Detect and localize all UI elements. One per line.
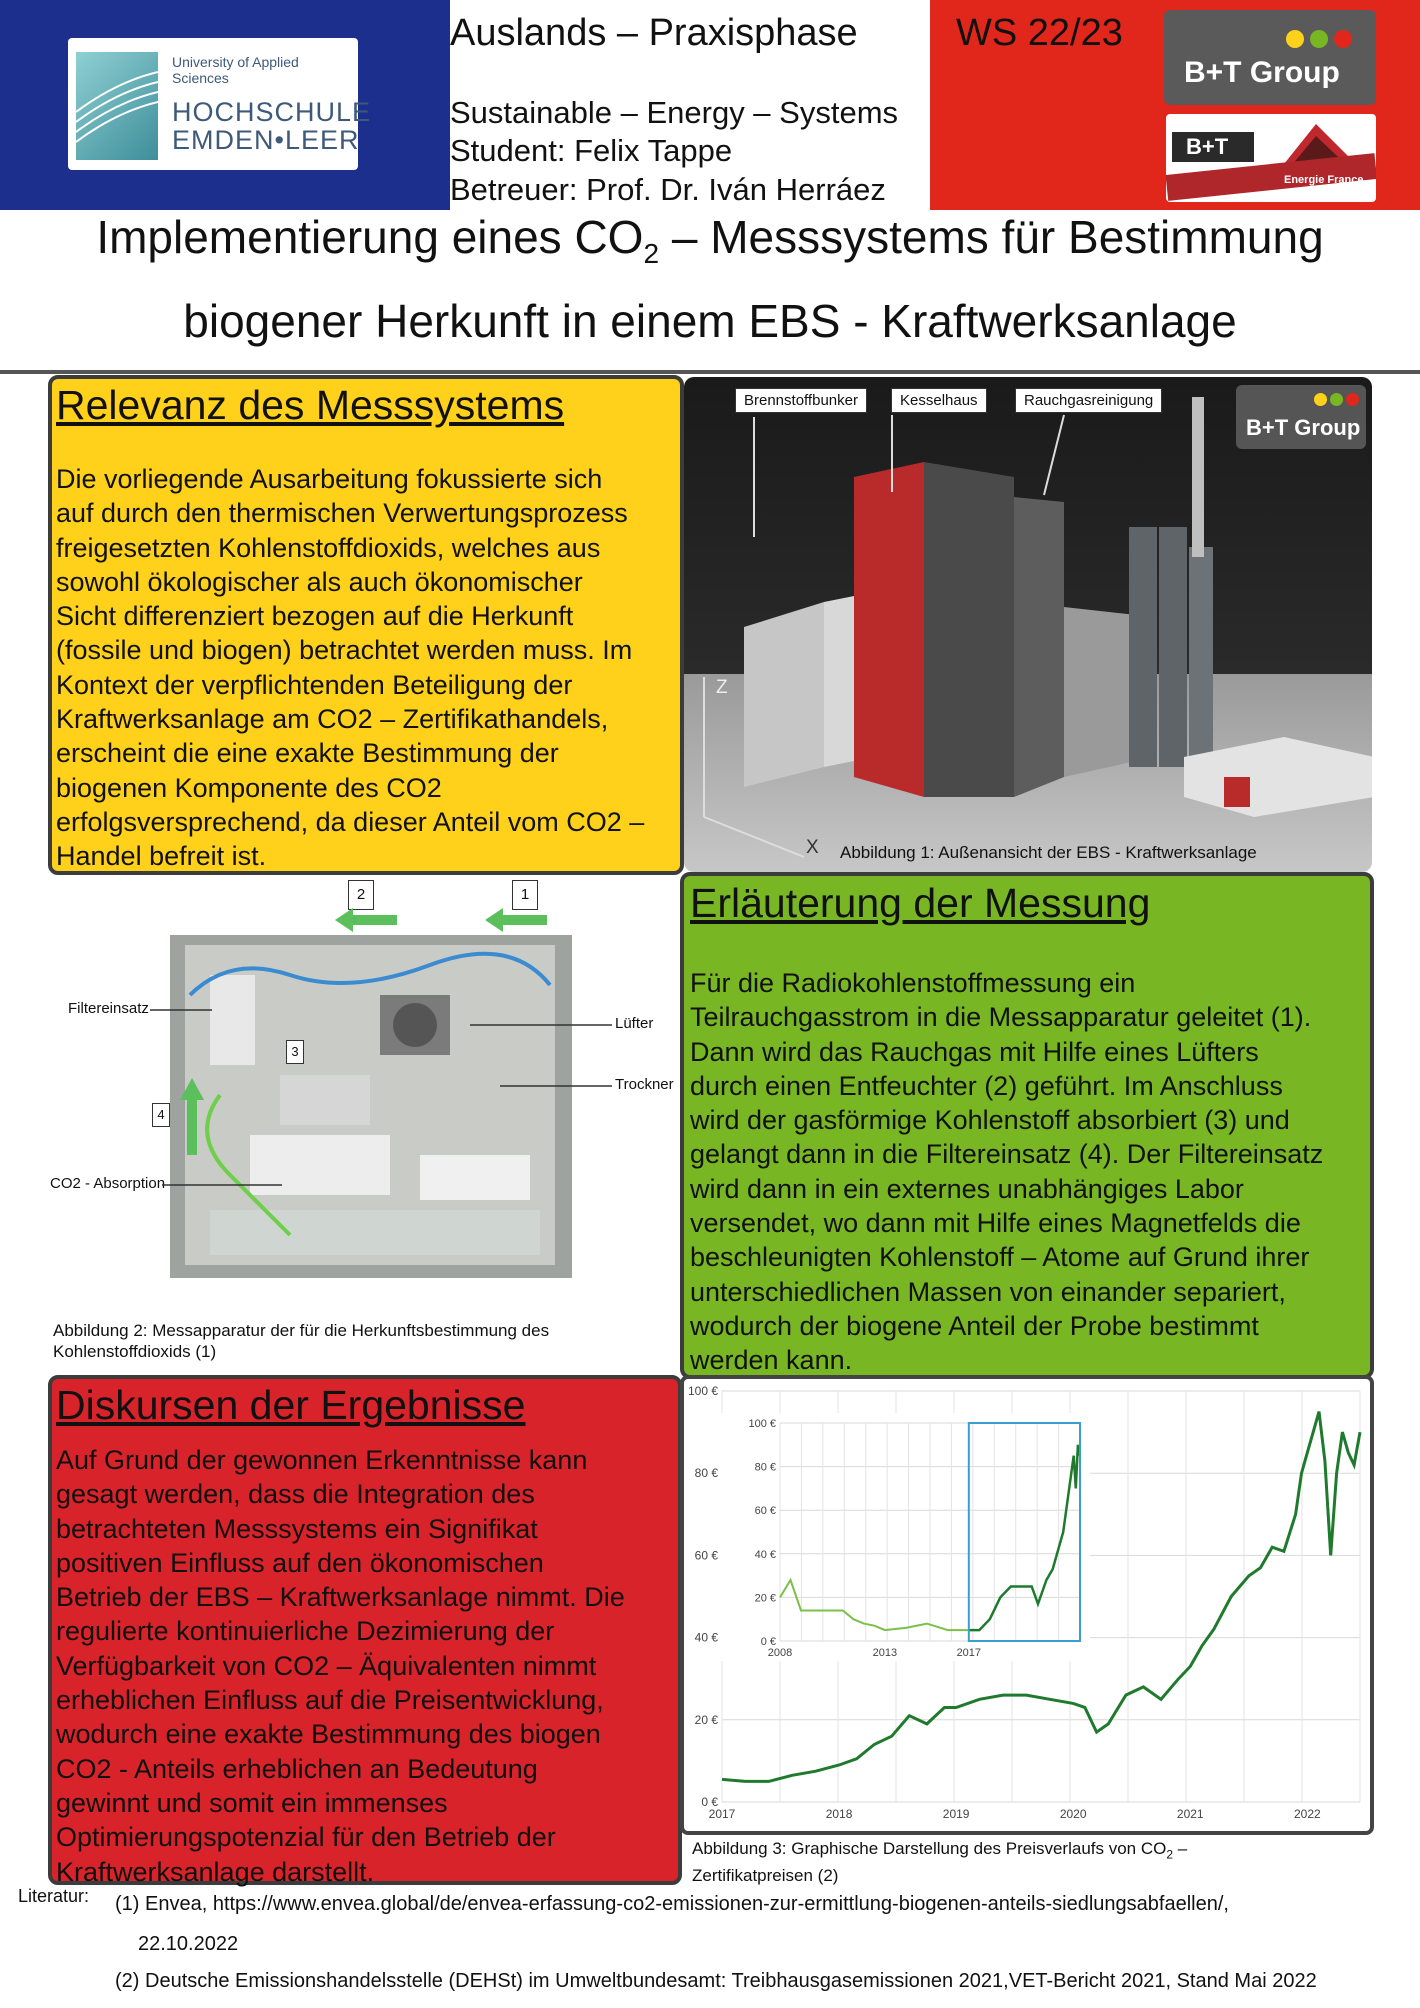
main-title-line1: Implementierung eines $CO_2$ – Messsystems für Bestimmung [96, 211, 1324, 270]
text-line: Kontext der verpflichtenden Beteiligung der [56, 669, 573, 700]
section-relevanz-title: Relevanz des Messsystems [56, 382, 565, 428]
figure1-power-plant-image [684, 377, 1372, 872]
text-line: wodurch eine exakte Bestimmung des biogen [56, 1719, 601, 1750]
main-chart-x-tick-label: 2021 [1176, 1807, 1204, 1821]
figure2-caption [53, 1320, 549, 1362]
literature-ref1-line2: 22.10.2022 [138, 1933, 239, 1955]
text-line: Dann wird das Rauchgas mit Hilfe eines Lüfters [690, 1036, 1259, 1067]
text-line: Die vorliegende Ausarbeitung fokussierte sich [56, 464, 603, 494]
university-subtitle: University of Applied Sciences [172, 54, 299, 86]
axis-arrows-icon [684, 377, 1372, 872]
header-supervisor: Betreuer: Prof. Dr. Iván Herráez [450, 172, 886, 207]
inset-chart-y-tick-label: 100 € [748, 1418, 776, 1430]
literature-ref2: (2) Deutsche Emissionshandelsstelle (DEHSt) im Umweltbundesamt: Treibhausgasemissionen 2021,VET-Bericht 2021, Stand Mai 2022 [115, 1970, 1317, 1992]
main-chart-y-tick-label: 20 € [694, 1712, 718, 1727]
text-line: gelangt dann in die Filtereinsatz (4). Der Filtereinsatz [690, 1139, 1324, 1170]
inset-chart-y-tick-label: 40 € [754, 1548, 776, 1561]
label-kesselhaus: Kesselhaus [891, 388, 987, 413]
section-erlaeuterung-title: Erläuterung der Messung [690, 880, 1151, 926]
label-leader-lines [0, 0, 700, 1300]
text-line: regulierte kontinuierliche Dezimierung der [56, 1616, 555, 1647]
literature-ref1-line1: (1) Envea, https://www.envea.global/de/envea-erfassung-co2-emissionen-zur-ermittlung-biogenen-anteils-siedlungsabfaellen/, [115, 1893, 1229, 1915]
label-luefter: Lüfter [615, 1015, 654, 1032]
text-line: Teilrauchgasstrom in die Messapparatur geleitet (1). [690, 1002, 1312, 1033]
figure3-caption-line2: Zertifikatpreisen (2) [692, 1866, 839, 1886]
main-chart-x-tick-label: 2022 [1293, 1807, 1321, 1821]
text-line: Handel befreit ist. [56, 841, 267, 872]
label-filtereinsatz: Filtereinsatz [68, 1000, 149, 1017]
section-diskurs-title: Diskursen der Ergebnisse [56, 1382, 526, 1428]
inset-chart-background [720, 1413, 1090, 1661]
main-chart-x-tick-label: 2019 [942, 1807, 970, 1821]
text-line: betrachteten Messsystems ein Signifikat [56, 1513, 538, 1544]
label-rauchgasreinigung: Rauchgasreinigung [1015, 388, 1162, 413]
main-chart-x-tick-label: 2020 [1059, 1807, 1087, 1821]
text-line: unterschiedlichen Massen von einander separiert, [690, 1276, 1286, 1307]
text-line: freigesetzten Kohlenstoffdioxids, welches aus [56, 532, 601, 563]
main-title-line2: biogener Herkunft in einem EBS - Kraftwerksanlage [183, 295, 1237, 347]
text-line: durch einen Entfeuchter (2) geführt. Im Anschluss [690, 1070, 1283, 1101]
figure1-caption: Abbildung 1: Außenansicht der EBS - Kraftwerksanlage [840, 843, 1257, 862]
inset-chart-y-tick-label: 0 € [760, 1636, 776, 1648]
main-chart-x-tick-label: 2017 [708, 1807, 736, 1821]
text-line: wird der gasförmige Kohlenstoff absorbiert (3) und [690, 1105, 1290, 1136]
main-chart-y-tick-label: 60 € [694, 1548, 718, 1563]
inset-chart-y-tick-label: 20 € [754, 1592, 776, 1605]
header-program: Sustainable – Energy – Systems [450, 95, 899, 130]
label-brennstoffbunker: Brennstoffbunker [735, 388, 867, 413]
text-line: Auf Grund der gewonnen Erkenntnisse kann [56, 1445, 588, 1475]
step-marker-2: 2 [348, 880, 374, 910]
figure3-caption-line1: Abbildung 3: Graphische Darstellung des Preisverlaufs von $CO_2$ – [692, 1839, 1188, 1862]
label-trockner: Trockner [615, 1076, 674, 1093]
section-diskurs-body [56, 1443, 625, 1889]
inset-chart-y-tick-label: 80 € [754, 1461, 776, 1474]
figure3-caption [692, 1838, 1187, 1886]
text-line: werden kann. [690, 1345, 853, 1376]
text-line: Optimierungspotenzial für den Betrieb der [56, 1822, 556, 1853]
text-line: erfolgsversprechend, da dieser Anteil vom CO2 – [56, 806, 645, 837]
bt-energie-france-logo [1166, 114, 1376, 202]
text-line: versendet, wo dann mit Hilfe eines Magnetfelds die [690, 1208, 1301, 1239]
section-erlaeuterung [680, 872, 1374, 1379]
text-line: positiven Einfluss auf den ökonomischen [56, 1547, 544, 1578]
label-co2-absorption: CO2 - Absorption [50, 1175, 166, 1192]
figure3-chart-panel [680, 1375, 1374, 1835]
inset-chart-y-tick-label: 60 € [754, 1505, 776, 1518]
text-line: wird dann in ein externes unabhängiges Labor [690, 1173, 1244, 1204]
axis-x-label: X [806, 837, 819, 858]
figure2-caption-line2: Kohlenstoffdioxids (1) [53, 1342, 217, 1361]
university-name-line2: EMDEN•LEER [172, 125, 360, 155]
header-semester: WS 22/23 [956, 12, 1123, 54]
text-line: gesagt werden, dass die Integration des [56, 1479, 535, 1510]
step-marker-3: 3 [286, 1040, 304, 1064]
text-line: Für die Radiokohlenstoffmessung ein [690, 968, 1136, 998]
text-line: erheblichen Einfluss auf die Preisentwicklung, [56, 1685, 604, 1716]
text-line: auf durch den thermischen Verwertungsprozess [56, 498, 628, 529]
text-line: biogenen Komponente des CO2 [56, 772, 442, 803]
bt-energie-france-text: B+T [1186, 134, 1229, 159]
text-line: Kraftwerksanlage darstellt. [56, 1856, 375, 1887]
traffic-light-yellow-icon [1286, 30, 1304, 48]
section-erlaeuterung-body [690, 966, 1323, 1378]
text-line: Sicht differenziert bezogen auf die Herkunft [56, 601, 574, 632]
main-chart-y-tick-label: 80 € [694, 1466, 718, 1481]
text-line: beschleunigten Kohlenstoff – Atome auf Grund ihrer [690, 1242, 1310, 1273]
main-chart-y-tick-label: 100 € [687, 1384, 718, 1398]
section-diskurs [48, 1375, 682, 1885]
header-student: Student: Felix Tappe [450, 133, 733, 168]
text-line: erscheint die eine exakte Bestimmung der [56, 738, 559, 769]
main-chart-y-tick-label: 0 € [701, 1795, 718, 1809]
text-line: Betrieb der EBS – Kraftwerksanlage nimmt. Die [56, 1582, 625, 1613]
text-line: wodurch der biogene Anteil der Probe bestimmt [690, 1310, 1259, 1341]
literature-label: Literatur: [18, 1886, 90, 1906]
text-line: sowohl ökologischer als auch ökonomischer [56, 566, 583, 597]
figure2-caption-line1: Abbildung 2: Messapparatur der für die Herkunftsbestimmung des [53, 1321, 550, 1340]
bt-energie-france-subtext: Energie France [1284, 174, 1364, 186]
main-chart-y-tick-label: 40 € [694, 1630, 718, 1645]
text-line: gewinnt und somit ein immenses [56, 1787, 448, 1818]
inset-chart-x-tick-label: 2013 [872, 1647, 898, 1659]
text-line: CO2 - Anteils erheblichen an Bedeutung [56, 1753, 538, 1784]
traffic-light-green-icon [1310, 30, 1328, 48]
bt-group-logo-text: B+T Group [1184, 56, 1340, 89]
text-line: Verfügbarkeit von CO2 – Äquivalenten nimmt [56, 1650, 597, 1681]
traffic-light-red-icon [1334, 30, 1352, 48]
header-title: Auslands – Praxisphase [450, 12, 858, 54]
inset-chart-x-tick-label: 2017 [956, 1647, 982, 1659]
axis-z-label: Z [716, 677, 728, 698]
step-marker-1: 1 [512, 880, 538, 910]
step-marker-4: 4 [152, 1103, 170, 1127]
university-name-line1: HOCHSCHULE [172, 97, 372, 127]
text-line: (fossile und biogen) betrachtet werden muss. Im [56, 635, 633, 666]
bt-group-logo-text: B+T Group [1246, 415, 1361, 440]
text-line: Kraftwerksanlage am CO2 – Zertifikathandels, [56, 704, 609, 735]
main-chart-x-tick-label: 2018 [825, 1807, 853, 1821]
inset-chart-x-tick-label: 2008 [767, 1647, 793, 1659]
co2-price-chart [684, 1379, 1370, 1831]
bt-group-logo [1164, 10, 1376, 105]
